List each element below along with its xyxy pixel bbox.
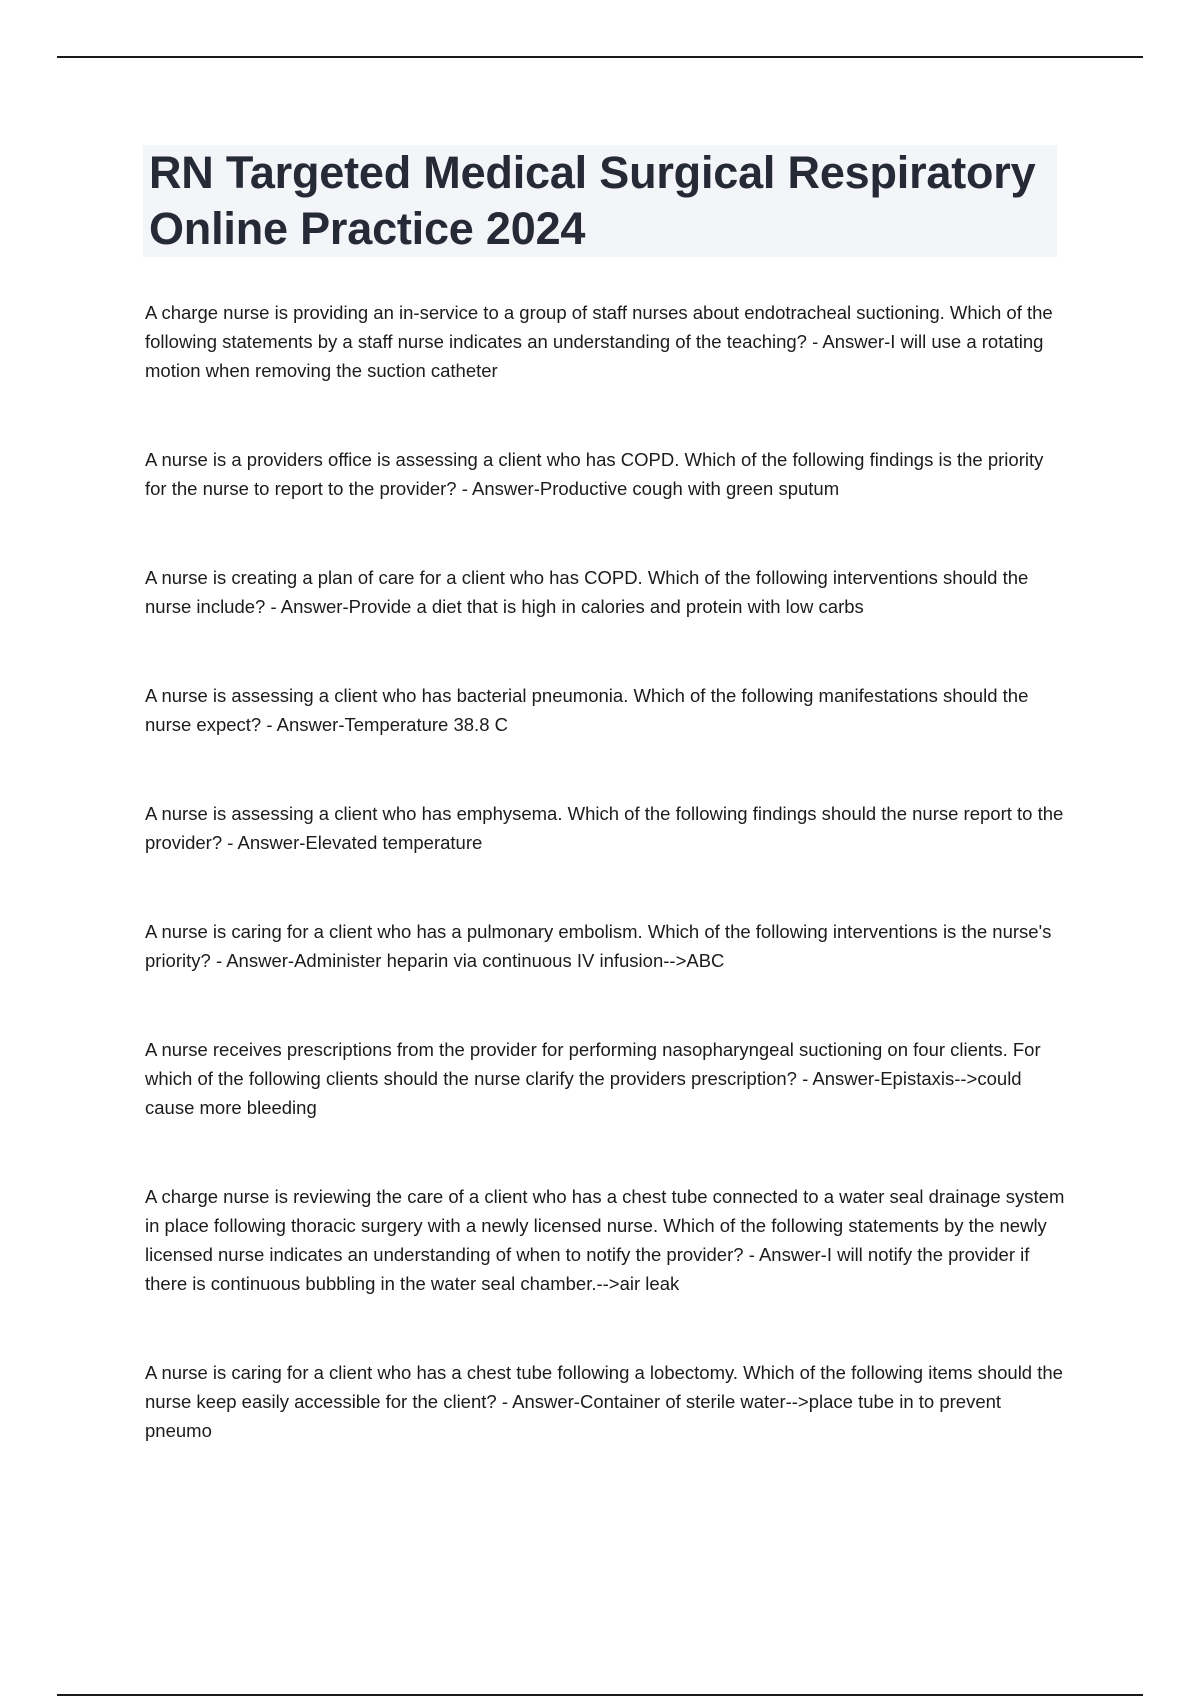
qa-item: A nurse is assessing a client who has bacterial pneumonia. Which of the following manifestations should the nurse expect? - Answer-Temperature 38.8 C (145, 685, 1029, 735)
top-rule (57, 56, 1143, 58)
qa-item: A nurse is assessing a client who has emphysema. Which of the following findings should the nurse report to the provider? - Answer-Elevated temperature (145, 803, 1064, 853)
page-title: RN Targeted Medical Surgical Respiratory Online Practice 2024 (149, 147, 1036, 254)
qa-item: A nurse receives prescriptions from the provider for performing nasopharyngeal suctioning on four clients. For which of the following clients should the nurse clarify the providers prescription? - Answer-Epistaxis-->could cause more bleeding (145, 1039, 1041, 1118)
title-banner (143, 145, 1057, 257)
qa-item: A charge nurse is reviewing the care of a client who has a chest tube connected to a water seal drainage system in place following thoracic surgery with a newly licensed nurse. Which of the following statements by the newly licensed nurse indicates an understanding of when to notify the provider? - Answer-I will notify the provider if there is continuous bubbling in the water seal chamber.-->air leak (145, 1186, 1065, 1294)
qa-list (145, 298, 1065, 1445)
qa-item: A charge nurse is providing an in-service to a group of staff nurses about endotracheal suctioning. Which of the following statements by a staff nurse indicates an understanding of the teaching? - Answer-I will use a rotating motion when removing the suction catheter (145, 302, 1053, 381)
qa-item: A nurse is caring for a client who has a chest tube following a lobectomy. Which of the following items should the nurse keep easily accessible for the client? - Answer-Container of sterile water-->place tube in to prevent pneumo (145, 1362, 1063, 1441)
qa-item: A nurse is creating a plan of care for a client who has COPD. Which of the following interventions should the nurse include? - Answer-Provide a diet that is high in calories and protein with low carbs (145, 567, 1029, 617)
qa-item: A nurse is a providers office is assessing a client who has COPD. Which of the following findings is the priority for the nurse to report to the provider? - Answer-Productive cough with green sputum (145, 449, 1044, 499)
qa-item: A nurse is caring for a client who has a pulmonary embolism. Which of the following interventions is the nurse's priority? - Answer-Administer heparin via continuous IV infusion-->ABC (145, 921, 1052, 971)
bottom-rule (57, 1694, 1143, 1696)
